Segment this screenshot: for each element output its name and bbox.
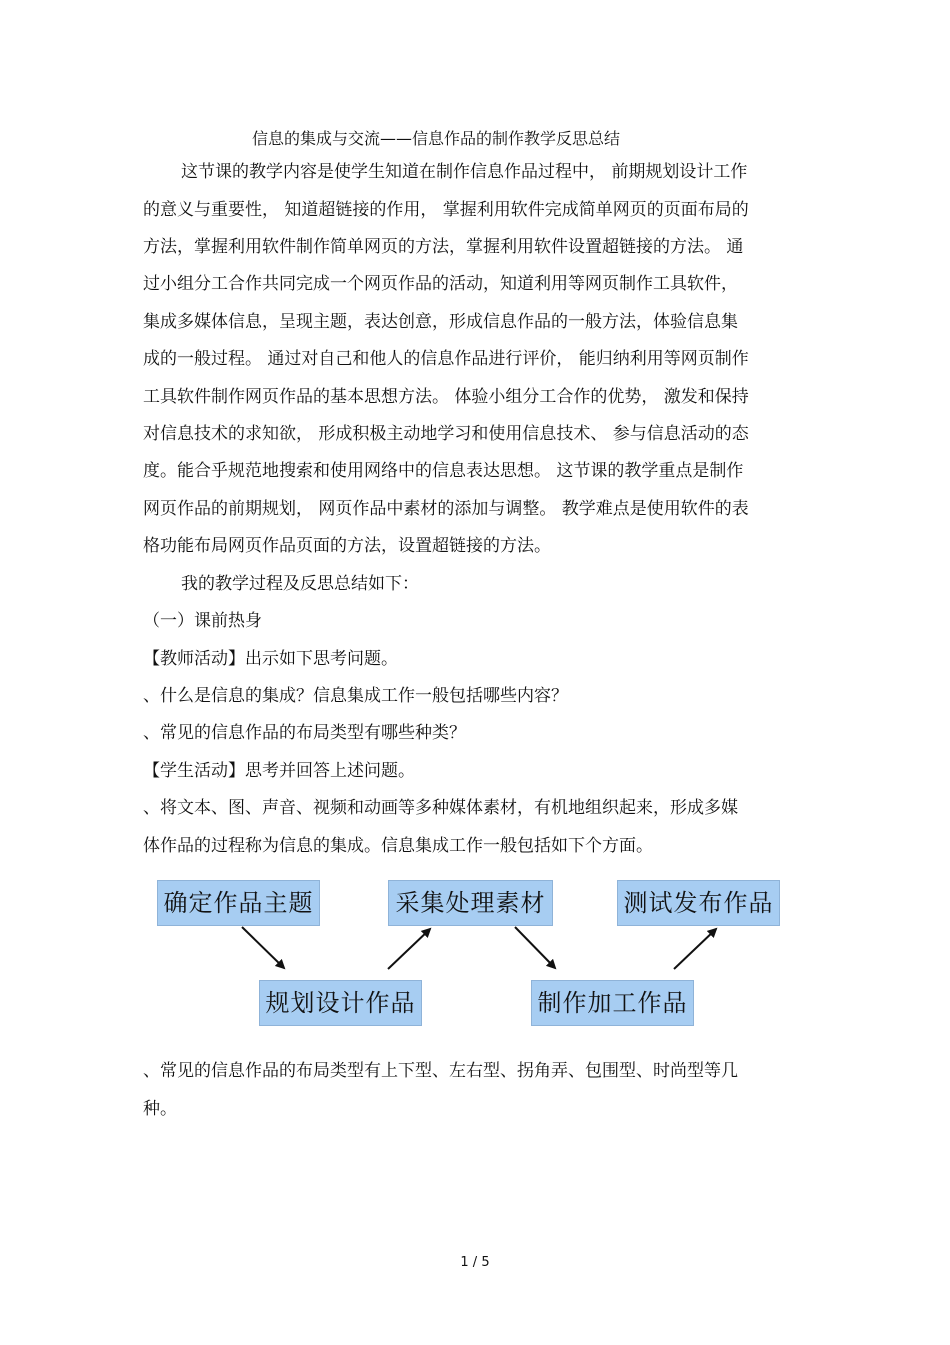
flow-box-produce-work: 制作加工作品 xyxy=(531,980,694,1026)
page-number: 1 / 5 xyxy=(460,1255,490,1270)
arrow-plan-to-collect xyxy=(388,929,430,969)
paragraph-line: 集成多媒体信息，呈现主题，表达创意，形成信息作品的一般方法，体验信息集 xyxy=(143,312,738,332)
paragraph-line: 成的一般过程。 通过对自己和他人的信息作品进行评价， 能归纳利用等网页制作 xyxy=(143,349,749,369)
flow-box-plan-design: 规划设计作品 xyxy=(259,980,422,1026)
paragraph-line: 工具软件制作网页作品的基本思想方法。 体验小组分工合作的优势， 激发和保持 xyxy=(143,387,749,407)
teacher-activity: 【教师活动】出示如下思考问题。 xyxy=(143,649,398,669)
answer-2-line: 、常见的信息作品的布局类型有上下型、左右型、拐角弄、包围型、时尚型等几 xyxy=(143,1061,738,1081)
answer-1-line: 体作品的过程称为信息的集成。信息集成工作一般包括如下个方面。 xyxy=(143,836,653,856)
arrow-theme-to-plan xyxy=(242,927,284,968)
paragraph-line: 格功能布局网页作品页面的方法，设置超链接的方法。 xyxy=(143,536,551,556)
section-heading: （一）课前热身 xyxy=(143,611,262,631)
paragraph-line: 对信息技术的求知欲， 形成积极主动地学习和使用信息技术、 参与信息活动的态 xyxy=(143,424,749,444)
question-1: 、什么是信息的集成？信息集成工作一般包括哪些内容？ xyxy=(143,686,568,706)
arrow-collect-to-produce xyxy=(515,927,555,968)
flow-box-determine-theme: 确定作品主题 xyxy=(157,880,320,926)
student-activity: 【学生活动】思考并回答上述问题。 xyxy=(143,761,415,781)
flow-box-test-publish: 测试发布作品 xyxy=(617,880,780,926)
question-2: 、常见的信息作品的布局类型有哪些种类？ xyxy=(143,723,466,743)
paragraph-line: 方法，掌握利用软件制作简单网页的方法，掌握利用软件设置超链接的方法。 通 xyxy=(143,237,744,257)
flow-box-collect-materials: 采集处理素材 xyxy=(388,880,553,926)
answer-1-line: 、将文本、图、声音、视频和动画等多种媒体素材，有机地组织起来，形成多媒 xyxy=(143,798,738,818)
answer-2-line: 种。 xyxy=(143,1099,177,1119)
paragraph-line: 这节课的教学内容是使学生知道在制作信息作品过程中， 前期规划设计工作 xyxy=(181,162,748,182)
paragraph-line: 网页作品的前期规划， 网页作品中素材的添加与调整。 教学难点是使用软件的表 xyxy=(143,499,749,519)
document-title: 信息的集成与交流——信息作品的制作教学反思总结 xyxy=(252,129,621,148)
paragraph-line: 度。能合乎规范地搜索和使用网络中的信息表达思想。 这节课的教学重点是制作 xyxy=(143,461,744,481)
paragraph-line: 过小组分工合作共同完成一个网页作品的活动，知道利用等网页制作工具软件， xyxy=(143,274,738,294)
intro-line: 我的教学过程及反思总结如下： xyxy=(181,574,419,594)
paragraph-line: 的意义与重要性， 知道超链接的作用， 掌握利用软件完成简单网页的页面布局的 xyxy=(143,200,749,220)
arrow-produce-to-publish xyxy=(674,929,716,969)
